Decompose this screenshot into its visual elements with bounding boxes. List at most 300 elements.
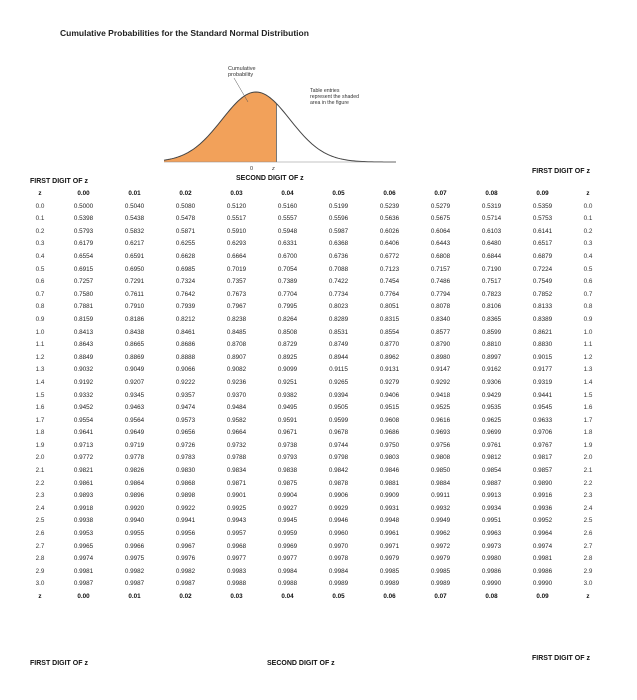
probability-cell: 0.9925	[226, 504, 247, 512]
probability-cell: 0.8869	[124, 353, 145, 361]
probability-cell: 0.5160	[277, 202, 298, 210]
probability-cell: 0.6554	[73, 252, 94, 260]
probability-cell: 0.9960	[328, 530, 349, 538]
probability-cell: 0.9793	[277, 454, 298, 462]
probability-cell: 0.8051	[379, 303, 400, 311]
row-z-label-right: 1.2	[583, 353, 593, 361]
row-z-label-right: 0.2	[583, 227, 593, 235]
table-row	[22, 314, 608, 327]
table-row	[22, 377, 608, 390]
row-z-label-right: 0.7	[583, 290, 593, 298]
probability-cell: 0.8485	[226, 328, 247, 336]
probability-cell: 0.6368	[328, 240, 349, 248]
probability-cell: 0.7486	[430, 278, 451, 286]
probability-cell: 0.5239	[379, 202, 400, 210]
probability-cell: 0.5319	[481, 202, 502, 210]
table-row	[22, 327, 608, 340]
probability-cell: 0.7881	[73, 303, 94, 311]
probability-cell: 0.9979	[379, 555, 400, 563]
row-z-label-left: 1.6	[35, 404, 45, 412]
probability-cell: 0.9591	[277, 416, 298, 424]
column-footer: 0.07	[434, 593, 447, 600]
corner-label-left-top: z	[38, 190, 42, 197]
row-z-label-right: 1.3	[583, 366, 593, 374]
normal-curve-svg	[160, 62, 400, 174]
probability-cell: 0.8340	[430, 315, 451, 323]
probability-cell: 0.9953	[73, 530, 94, 538]
table-row	[22, 490, 608, 503]
table-row	[22, 503, 608, 516]
probability-cell: 0.7123	[379, 265, 400, 273]
corner-label-left-bottom: z	[38, 593, 42, 600]
table-row	[22, 251, 608, 264]
row-z-label-left: 1.1	[35, 341, 45, 349]
probability-cell: 0.6026	[379, 227, 400, 235]
probability-cell: 0.9971	[379, 542, 400, 550]
column-footer-row	[22, 591, 608, 604]
probability-cell: 0.9131	[379, 366, 400, 374]
column-header: 0.05	[332, 190, 345, 197]
column-footer: 0.03	[230, 593, 243, 600]
probability-cell: 0.9987	[73, 580, 94, 588]
first-digit-header-left-bottom: FIRST DIGIT OF z	[30, 660, 88, 667]
table-row	[22, 541, 608, 554]
probability-cell: 0.6879	[532, 252, 553, 260]
probability-cell: 0.9984	[277, 567, 298, 575]
probability-cell: 0.9982	[175, 567, 196, 575]
probability-cell: 0.9934	[481, 504, 502, 512]
probability-cell: 0.9706	[532, 429, 553, 437]
probability-cell: 0.8708	[226, 341, 247, 349]
probability-cell: 0.9864	[124, 479, 145, 487]
probability-cell: 0.9236	[226, 378, 247, 386]
probability-cell: 0.5714	[481, 215, 502, 223]
row-z-label-right: 1.9	[583, 441, 593, 449]
probability-cell: 0.7852	[532, 290, 553, 298]
probability-cell: 0.9505	[328, 404, 349, 412]
probability-cell: 0.8749	[328, 341, 349, 349]
probability-cell: 0.9463	[124, 404, 145, 412]
probability-cell: 0.9987	[124, 580, 145, 588]
probability-cell: 0.9945	[277, 517, 298, 525]
probability-cell: 0.8106	[481, 303, 502, 311]
probability-cell: 0.9989	[328, 580, 349, 588]
probability-cell: 0.7019	[226, 265, 247, 273]
probability-cell: 0.9857	[532, 467, 553, 475]
probability-cell: 0.9713	[73, 441, 94, 449]
probability-cell: 0.9767	[532, 441, 553, 449]
probability-cell: 0.6103	[481, 227, 502, 235]
probability-cell: 0.9441	[532, 391, 553, 399]
probability-cell: 0.5832	[124, 227, 145, 235]
corner-label-right-top: z	[586, 190, 590, 197]
probability-cell: 0.8238	[226, 315, 247, 323]
row-z-label-left: 2.9	[35, 567, 45, 575]
column-header: 0.00	[77, 190, 90, 197]
table-row	[22, 478, 608, 491]
row-z-label-left: 1.3	[35, 366, 45, 374]
probability-cell: 0.9474	[175, 404, 196, 412]
probability-cell: 0.6443	[430, 240, 451, 248]
row-z-label-left: 0.4	[35, 252, 45, 260]
probability-cell: 0.5910	[226, 227, 247, 235]
probability-cell: 0.7939	[175, 303, 196, 311]
probability-cell: 0.7580	[73, 290, 94, 298]
table-row	[22, 213, 608, 226]
probability-cell: 0.9345	[124, 391, 145, 399]
probability-cell: 0.9357	[175, 391, 196, 399]
probability-cell: 0.9049	[124, 366, 145, 374]
column-footer: 0.02	[179, 593, 192, 600]
probability-cell: 0.6293	[226, 240, 247, 248]
probability-cell: 0.9871	[226, 479, 247, 487]
row-z-label-left: 3.0	[35, 580, 45, 588]
probability-cell: 0.6331	[277, 240, 298, 248]
probability-cell: 0.9968	[226, 542, 247, 550]
probability-cell: 0.8315	[379, 315, 400, 323]
probability-cell: 0.9656	[175, 429, 196, 437]
probability-cell: 0.9821	[73, 467, 94, 475]
probability-cell: 0.9732	[226, 441, 247, 449]
probability-cell: 0.9306	[481, 378, 502, 386]
row-z-label-right: 0.6	[583, 278, 593, 286]
probability-cell: 0.9969	[277, 542, 298, 550]
probability-cell: 0.5040	[124, 202, 145, 210]
row-z-label-right: 0.0	[583, 202, 593, 210]
table-row	[22, 465, 608, 478]
probability-cell: 0.8925	[277, 353, 298, 361]
probability-cell: 0.6736	[328, 252, 349, 260]
probability-cell: 0.9951	[481, 517, 502, 525]
probability-cell: 0.7910	[124, 303, 145, 311]
probability-cell: 0.7764	[379, 290, 400, 298]
probability-cell: 0.9986	[481, 567, 502, 575]
probability-cell: 0.9788	[226, 454, 247, 462]
probability-cell: 0.8997	[481, 353, 502, 361]
row-z-label-right: 2.6	[583, 530, 593, 538]
probability-cell: 0.5120	[226, 202, 247, 210]
row-z-label-left: 0.6	[35, 278, 45, 286]
probability-cell: 0.6700	[277, 252, 298, 260]
probability-cell: 0.9812	[481, 454, 502, 462]
row-z-label-right: 0.1	[583, 215, 593, 223]
column-footer: 0.05	[332, 593, 345, 600]
probability-cell: 0.9967	[175, 542, 196, 550]
table-row	[22, 301, 608, 314]
probability-cell: 0.8849	[73, 353, 94, 361]
table-row	[22, 390, 608, 403]
probability-cell: 0.7454	[379, 278, 400, 286]
probability-cell: 0.9177	[532, 366, 553, 374]
table-row	[22, 364, 608, 377]
probability-cell: 0.5871	[175, 227, 196, 235]
table-row	[22, 276, 608, 289]
probability-cell: 0.9909	[379, 492, 400, 500]
probability-cell: 0.9931	[379, 504, 400, 512]
probability-cell: 0.9970	[328, 542, 349, 550]
probability-cell: 0.9251	[277, 378, 298, 386]
probability-cell: 0.9981	[73, 567, 94, 575]
table-row	[22, 264, 608, 277]
row-z-label-right: 1.0	[583, 328, 593, 336]
probability-cell: 0.9989	[430, 580, 451, 588]
probability-cell: 0.8023	[328, 303, 349, 311]
probability-cell: 0.9920	[124, 504, 145, 512]
probability-cell: 0.8133	[532, 303, 553, 311]
probability-cell: 0.8621	[532, 328, 553, 336]
probability-cell: 0.8264	[277, 315, 298, 323]
probability-cell: 0.9987	[175, 580, 196, 588]
probability-cell: 0.9940	[124, 517, 145, 525]
probability-cell: 0.9750	[379, 441, 400, 449]
row-z-label-left: 2.1	[35, 467, 45, 475]
row-z-label-left: 1.9	[35, 441, 45, 449]
row-z-label-left: 1.2	[35, 353, 45, 361]
first-digit-header-right-bottom: FIRST DIGIT OF z	[532, 655, 590, 662]
probability-cell: 0.7967	[226, 303, 247, 311]
probability-cell: 0.9279	[379, 378, 400, 386]
probability-cell: 0.9964	[532, 530, 553, 538]
column-footer: 0.09	[536, 593, 549, 600]
probability-cell: 0.9965	[73, 542, 94, 550]
row-z-label-left: 1.8	[35, 429, 45, 437]
probability-cell: 0.9082	[226, 366, 247, 374]
probability-cell: 0.8944	[328, 353, 349, 361]
probability-cell: 0.8577	[430, 328, 451, 336]
probability-cell: 0.9988	[277, 580, 298, 588]
probability-cell: 0.9147	[430, 366, 451, 374]
probability-cell: 0.9099	[277, 366, 298, 374]
table-row	[22, 528, 608, 541]
table-note-line-1: Table entries	[310, 88, 340, 94]
probability-cell: 0.9952	[532, 517, 553, 525]
probability-cell: 0.8078	[430, 303, 451, 311]
probability-cell: 0.9875	[277, 479, 298, 487]
shaded-area	[164, 92, 276, 162]
table-note-line-3: area in the figure	[310, 100, 349, 106]
probability-cell: 0.9850	[430, 467, 451, 475]
probability-cell: 0.9984	[328, 567, 349, 575]
probability-cell: 0.9726	[175, 441, 196, 449]
probability-cell: 0.5948	[277, 227, 298, 235]
row-z-label-left: 0.3	[35, 240, 45, 248]
probability-cell: 0.9974	[532, 542, 553, 550]
row-z-label-left: 0.8	[35, 303, 45, 311]
column-header: 0.04	[281, 190, 294, 197]
probability-cell: 0.7673	[226, 290, 247, 298]
probability-cell: 0.9778	[124, 454, 145, 462]
probability-cell: 0.5199	[328, 202, 349, 210]
probability-cell: 0.9979	[430, 555, 451, 563]
table-row	[22, 238, 608, 251]
table-row	[22, 289, 608, 302]
probability-cell: 0.7422	[328, 278, 349, 286]
row-z-label-left: 1.7	[35, 416, 45, 424]
row-z-label-right: 2.4	[583, 504, 593, 512]
probability-cell: 0.8810	[481, 341, 502, 349]
probability-cell: 0.9015	[532, 353, 553, 361]
probability-cell: 0.9981	[532, 555, 553, 563]
page-title: Cumulative Probabilities for the Standard Normal Distribution	[60, 28, 309, 38]
probability-cell: 0.7704	[277, 290, 298, 298]
probability-cell: 0.7291	[124, 278, 145, 286]
column-header: 0.02	[179, 190, 192, 197]
probability-cell: 0.6950	[124, 265, 145, 273]
probability-cell: 0.9948	[379, 517, 400, 525]
table-row	[22, 566, 608, 579]
probability-cell: 0.9625	[481, 416, 502, 424]
probability-cell: 0.9962	[430, 530, 451, 538]
row-z-label-right: 0.9	[583, 315, 593, 323]
probability-cell: 0.9641	[73, 429, 94, 437]
probability-cell: 0.6517	[532, 240, 553, 248]
probability-cell: 0.9783	[175, 454, 196, 462]
probability-cell: 0.9693	[430, 429, 451, 437]
probability-cell: 0.7224	[532, 265, 553, 273]
probability-cell: 0.5753	[532, 215, 553, 223]
row-z-label-right: 0.5	[583, 265, 593, 273]
probability-cell: 0.7357	[226, 278, 247, 286]
probability-cell: 0.5557	[277, 215, 298, 223]
row-z-label-right: 2.0	[583, 454, 593, 462]
probability-cell: 0.8980	[430, 353, 451, 361]
probability-cell: 0.9649	[124, 429, 145, 437]
probability-cell: 0.9192	[73, 378, 94, 386]
probability-cell: 0.9834	[226, 467, 247, 475]
probability-cell: 0.9887	[481, 479, 502, 487]
row-z-label-left: 1.4	[35, 378, 45, 386]
probability-cell: 0.5517	[226, 215, 247, 223]
probability-cell: 0.5478	[175, 215, 196, 223]
column-header-row	[22, 188, 608, 201]
probability-cell: 0.9913	[481, 492, 502, 500]
probability-cell: 0.9429	[481, 391, 502, 399]
probability-cell: 0.8599	[481, 328, 502, 336]
probability-cell: 0.9966	[124, 542, 145, 550]
probability-cell: 0.9686	[379, 429, 400, 437]
table-row	[22, 553, 608, 566]
probability-cell: 0.6772	[379, 252, 400, 260]
probability-cell: 0.8159	[73, 315, 94, 323]
probability-cell: 0.6664	[226, 252, 247, 260]
probability-cell: 0.9678	[328, 429, 349, 437]
z-axis-label: z	[272, 166, 275, 172]
probability-cell: 0.8461	[175, 328, 196, 336]
probability-cell: 0.6844	[481, 252, 502, 260]
probability-cell: 0.9162	[481, 366, 502, 374]
probability-cell: 0.9545	[532, 404, 553, 412]
probability-cell: 0.9878	[328, 479, 349, 487]
probability-cell: 0.8508	[277, 328, 298, 336]
probability-cell: 0.5398	[73, 215, 94, 223]
probability-cell: 0.9564	[124, 416, 145, 424]
row-z-label-right: 2.9	[583, 567, 593, 575]
probability-cell: 0.9808	[430, 454, 451, 462]
normal-curve-figure	[160, 62, 400, 174]
probability-cell: 0.9222	[175, 378, 196, 386]
probability-cell: 0.9941	[175, 517, 196, 525]
probability-cell: 0.8686	[175, 341, 196, 349]
row-z-label-left: 0.0	[35, 202, 45, 210]
row-z-label-left: 2.0	[35, 454, 45, 462]
probability-cell: 0.6406	[379, 240, 400, 248]
table-row	[22, 352, 608, 365]
probability-cell: 0.8186	[124, 315, 145, 323]
probability-cell: 0.8554	[379, 328, 400, 336]
row-z-label-right: 1.6	[583, 404, 593, 412]
probability-cell: 0.7389	[277, 278, 298, 286]
row-z-label-left: 1.0	[35, 328, 45, 336]
probability-cell: 0.9868	[175, 479, 196, 487]
row-z-label-right: 1.4	[583, 378, 593, 386]
probability-cell: 0.6255	[175, 240, 196, 248]
row-z-label-left: 2.2	[35, 479, 45, 487]
probability-cell: 0.7611	[125, 290, 144, 298]
probability-cell: 0.9803	[379, 454, 400, 462]
probability-cell: 0.9292	[430, 378, 451, 386]
first-digit-header-left-top: FIRST DIGIT OF z	[30, 178, 88, 185]
probability-cell: 0.6141	[532, 227, 553, 235]
table-row	[22, 402, 608, 415]
column-header: 0.08	[485, 190, 498, 197]
row-z-label-right: 2.3	[583, 492, 593, 500]
probability-cell: 0.9957	[226, 530, 247, 538]
column-header: 0.09	[536, 190, 549, 197]
probability-cell: 0.9319	[532, 378, 553, 386]
probability-cell: 0.9977	[277, 555, 298, 563]
probability-cell: 0.9982	[124, 567, 145, 575]
probability-cell: 0.8962	[379, 353, 400, 361]
table-row	[22, 201, 608, 214]
probability-cell: 0.8729	[277, 341, 298, 349]
probability-cell: 0.6064	[430, 227, 451, 235]
probability-cell: 0.6591	[124, 252, 145, 260]
probability-cell: 0.9817	[532, 454, 553, 462]
probability-cell: 0.9207	[124, 378, 145, 386]
z-table	[22, 188, 608, 604]
probability-cell: 0.9573	[175, 416, 196, 424]
row-z-label-right: 2.2	[583, 479, 593, 487]
probability-cell: 0.9495	[277, 404, 298, 412]
probability-cell: 0.9671	[277, 429, 298, 437]
row-z-label-right: 1.8	[583, 429, 593, 437]
row-z-label-left: 2.4	[35, 504, 45, 512]
probability-cell: 0.9988	[226, 580, 247, 588]
probability-cell: 0.9932	[430, 504, 451, 512]
probability-cell: 0.9699	[481, 429, 502, 437]
table-row	[22, 452, 608, 465]
column-header: 0.03	[230, 190, 243, 197]
probability-cell: 0.9744	[328, 441, 349, 449]
row-z-label-right: 2.1	[583, 467, 593, 475]
probability-cell: 0.8531	[328, 328, 349, 336]
row-z-label-right: 2.5	[583, 517, 593, 525]
column-footer: 0.06	[383, 593, 396, 600]
probability-cell: 0.9881	[379, 479, 400, 487]
probability-cell: 0.9599	[328, 416, 349, 424]
probability-cell: 0.9956	[175, 530, 196, 538]
probability-cell: 0.9738	[277, 441, 298, 449]
probability-cell: 0.7794	[430, 290, 451, 298]
probability-cell: 0.9906	[328, 492, 349, 500]
probability-cell: 0.6217	[124, 240, 145, 248]
row-z-label-left: 2.8	[35, 555, 45, 563]
probability-cell: 0.5675	[430, 215, 451, 223]
probability-cell: 0.9916	[532, 492, 553, 500]
probability-cell: 0.9985	[430, 567, 451, 575]
probability-cell: 0.9896	[124, 492, 145, 500]
probability-cell: 0.9830	[175, 467, 196, 475]
